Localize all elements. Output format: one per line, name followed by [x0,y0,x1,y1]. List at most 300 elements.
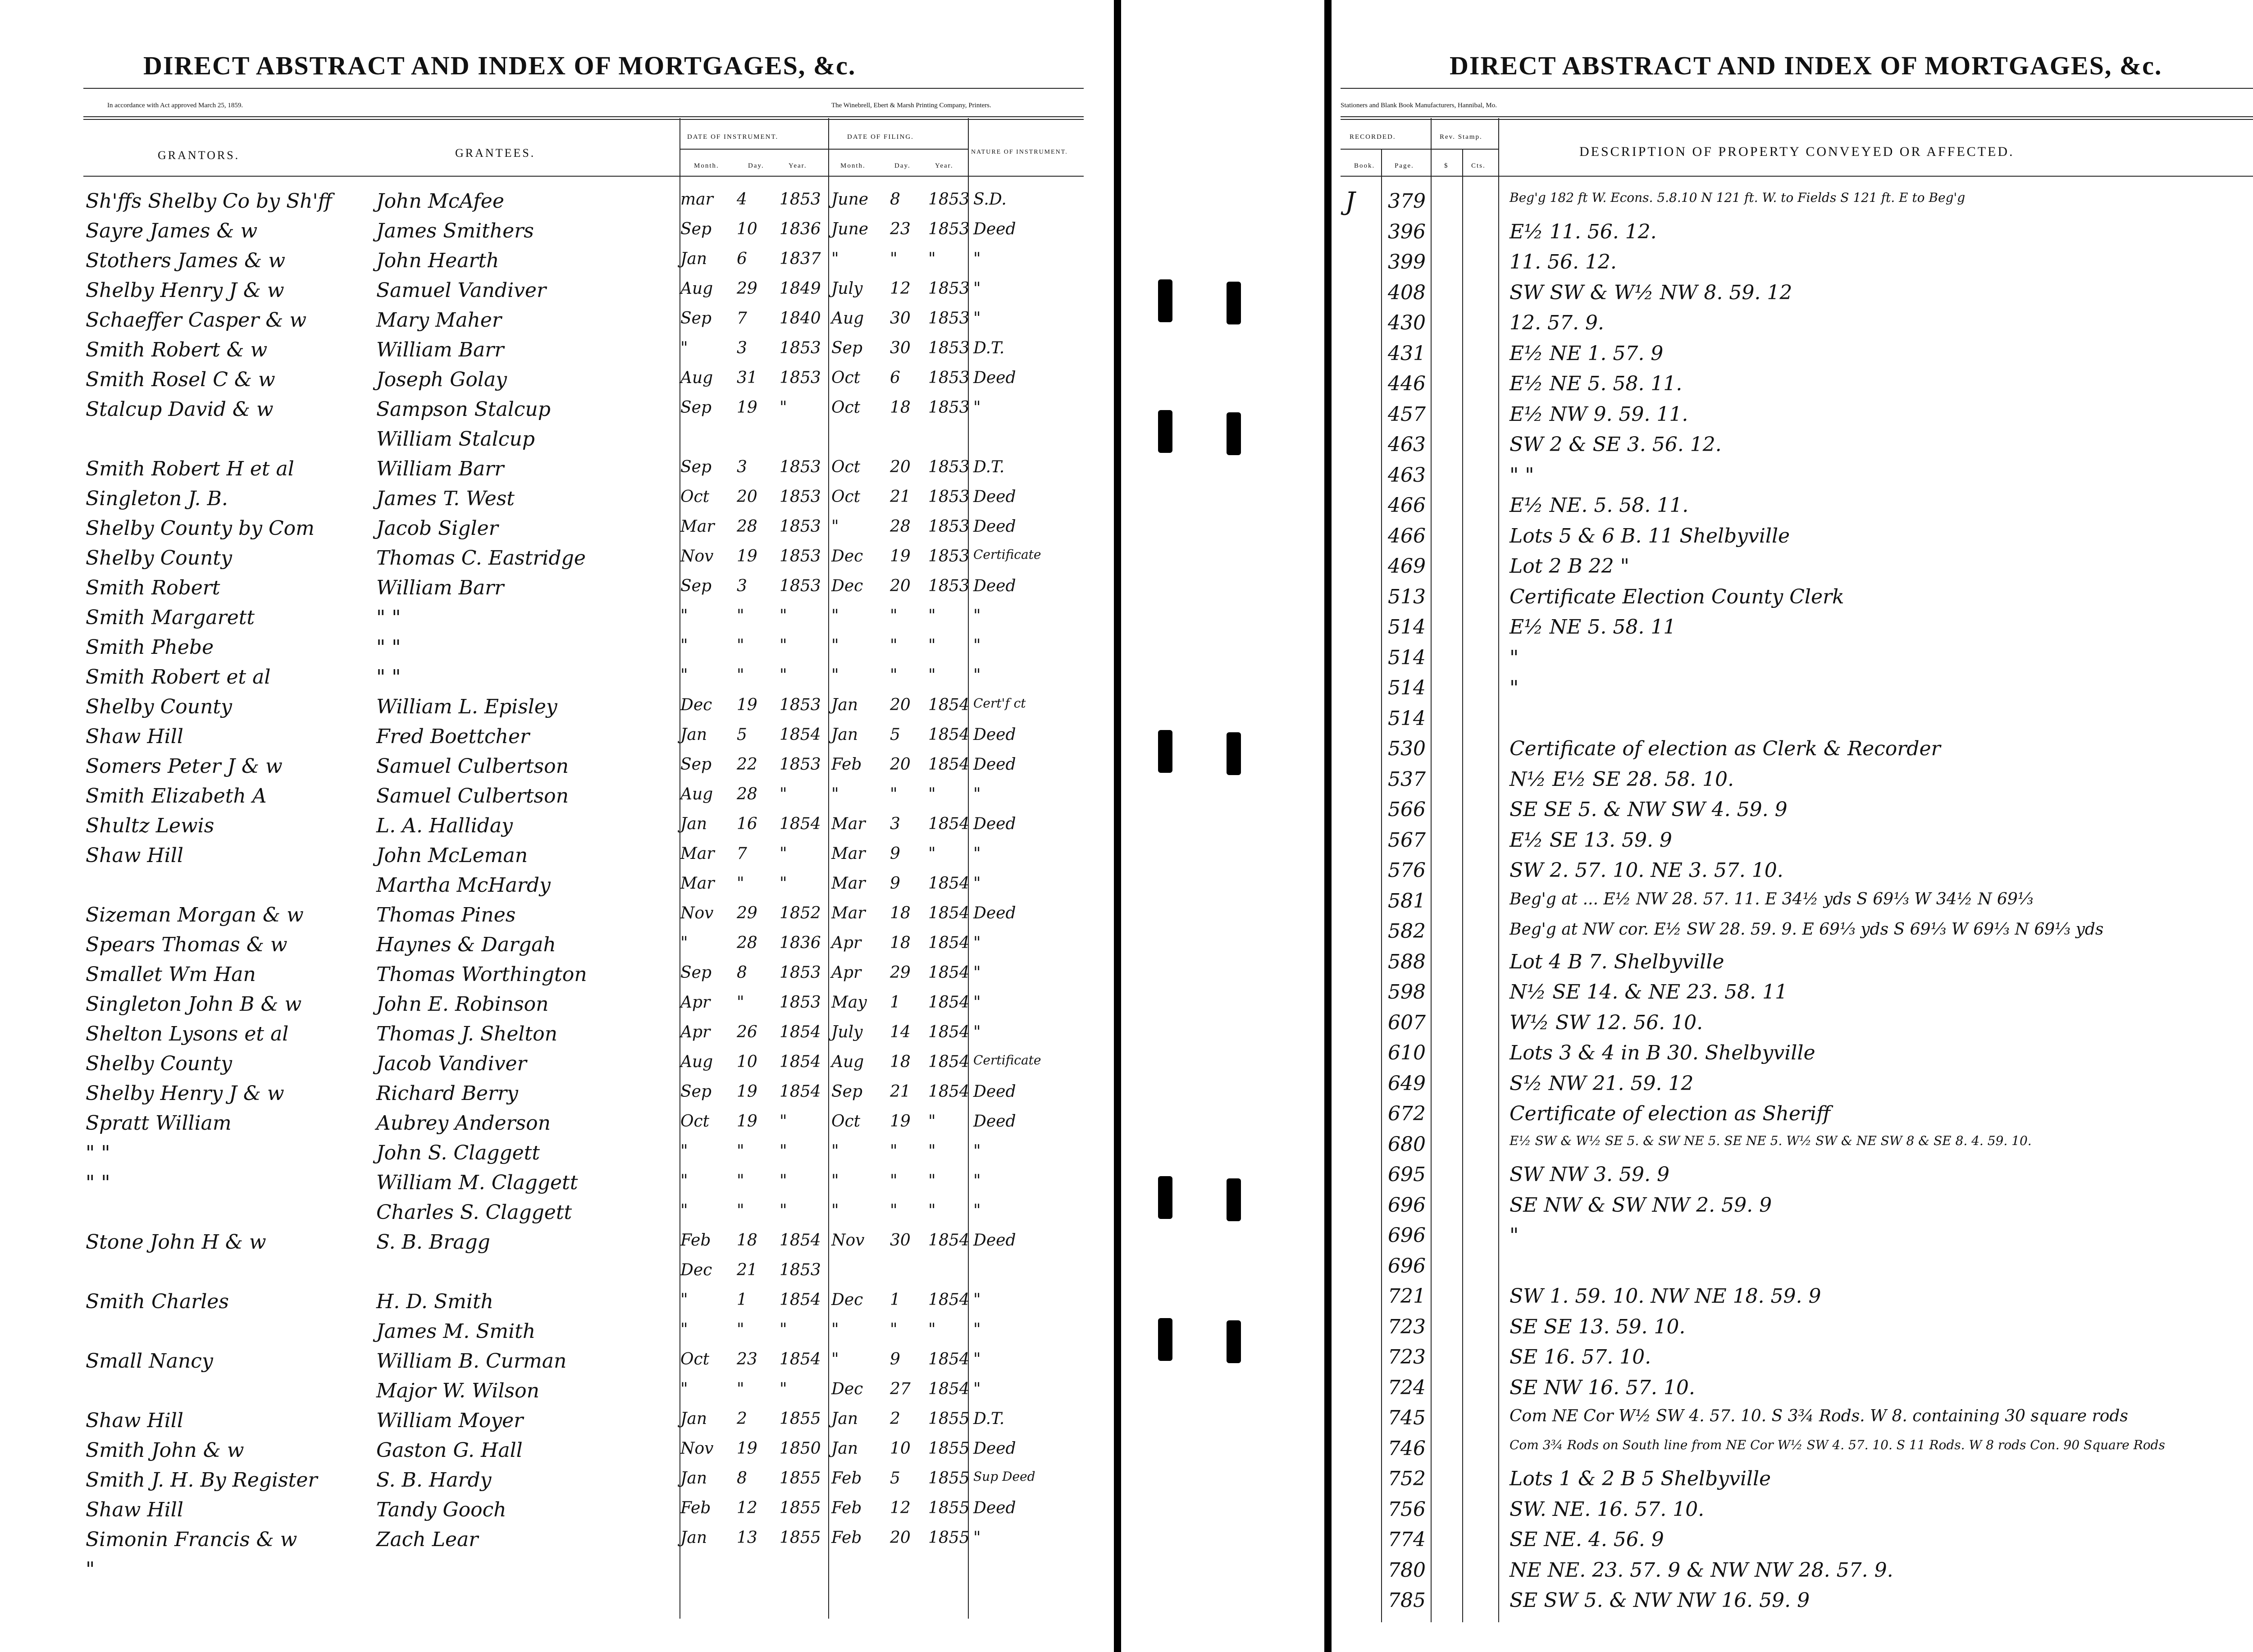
instrument-day-cell: 19 [737,696,757,714]
grantor-cell: Shelby Henry J & w [86,1082,284,1105]
instrument-month-cell: Oct [680,488,710,506]
filing-day-cell: " [890,1142,898,1160]
filing-year-cell: 1854 [928,1082,970,1101]
grantee-cell: John Hearth [376,249,499,272]
filing-month-cell: July [831,1023,863,1041]
instrument-day-cell: " [737,1380,744,1398]
filing-day-cell: 23 [890,220,911,238]
filing-month-cell: Jan [831,726,858,744]
filing-year-cell: " [928,1172,936,1190]
filing-month-cell: Feb [831,755,862,774]
page-number-cell: 724 [1388,1376,1426,1399]
description-cell: SW NW 3. 59. 9 [1510,1163,1669,1186]
filing-year-cell: 1854 [928,1291,970,1309]
filing-month-cell: Mar [831,904,866,922]
filing-day-cell: 30 [890,309,911,328]
filing-month-cell: Mar [831,815,866,833]
instrument-day-cell: 19 [737,398,757,417]
nature-cell: Deed [973,904,1016,922]
instrument-year-cell: 1850 [780,1439,821,1458]
filing-month-cell: " [831,250,839,268]
description-cell: SE SW 5. & NW NW 16. 59. 9 [1510,1589,1810,1612]
description-cell: Lots 5 & 6 B. 11 Shelbyville [1510,524,1790,548]
description-cell: Lot 2 B 22 " [1510,555,1629,578]
instrument-month-cell: Feb [680,1231,711,1250]
instrument-month-cell: Sep [680,309,712,328]
instrument-month-cell: Sep [680,398,712,417]
page-number-cell: 514 [1388,646,1426,669]
filing-year-cell: 1854 [928,993,970,1012]
title-rule-right [1341,88,2253,89]
instrument-year-cell: " [780,1201,787,1220]
page-number-cell: 514 [1388,707,1426,730]
grantee-cell: Major W. Wilson [376,1379,539,1402]
nature-cell: " [973,1172,981,1190]
grantor-cell: Smith Phebe [86,636,214,659]
page-number-cell: 463 [1388,433,1426,456]
instrument-year-cell: 1837 [780,250,821,268]
instrument-month-cell: Jan [680,250,707,268]
instrument-month-cell: Dec [680,696,712,714]
grantee-cell: Charles S. Claggett [376,1201,572,1224]
instrument-month-cell: Sep [680,220,712,238]
filing-year-cell: " [928,844,936,863]
grantee-cell: William Barr [376,338,504,361]
grantor-cell: Schaeffer Casper & w [86,309,307,332]
grantor-cell: Sh'ffs Shelby Co by Sh'ff [86,190,332,213]
printer-note: The Winebrell, Ebert & Marsh Printing Company, Printers. [831,102,991,109]
filing-year-cell: 1853 [928,279,970,298]
instrument-day-cell: 28 [737,517,757,536]
description-cell: Beg'g 182 ft W. Econs. 5.8.10 N 121 ft. W. to Fields S 121 ft. E to Beg'g [1510,190,1966,205]
filing-year-cell: 1854 [928,726,970,744]
instrument-day-cell: 2 [737,1410,747,1428]
instrument-day-cell: 26 [737,1023,757,1041]
left-page-edge [1114,0,1121,1652]
page-number-cell: 598 [1388,981,1426,1004]
filing-column-rule [828,118,829,1619]
page-number-cell: 695 [1388,1163,1426,1186]
instrument-day-cell: 8 [737,1469,747,1488]
filing-day-cell: 12 [890,1499,911,1517]
instrument-year-cell: " [780,844,787,863]
grantee-cell: Samuel Culbertson [376,755,569,778]
binding-hole-mark [1227,732,1241,775]
instrument-day-cell: " [737,1142,744,1160]
page-number-cell: 581 [1388,889,1426,913]
binding-hole-mark [1158,1176,1172,1219]
description-cell: Certificate of election as Clerk & Recorder [1510,737,1941,760]
instrument-year-cell: 1853 [780,696,821,714]
filing-year-cell: 1854 [928,963,970,982]
nature-header: NATURE OF INSTRUMENT. [971,149,1068,155]
nature-cell: D.T. [973,1410,1005,1428]
filing-day-cell: 14 [890,1023,911,1041]
grantee-cell: William Moyer [376,1409,524,1432]
filing-day-cell: " [890,1172,898,1190]
description-cell: E½ NE 1. 57. 9 [1510,342,1664,365]
description-cell: Beg'g at ... E½ NW 28. 57. 11. E 34½ yds S 69⅓ W 34½ N 69⅓ [1510,890,2034,908]
instrument-year-cell: " [780,1380,787,1398]
filing-month-cell: Oct [831,1112,861,1131]
page-number-cell: 680 [1388,1132,1426,1156]
month-header-2: Month. [840,162,866,169]
instrument-month-cell: " [680,1142,688,1160]
instrument-year-cell: " [780,666,787,685]
grantee-cell: William Barr [376,576,504,599]
filing-year-cell: " [928,607,936,625]
filing-day-cell: 9 [890,1350,900,1369]
rev-stamp-header: Rev. Stamp. [1440,133,1482,141]
instrument-year-cell: " [780,1320,787,1339]
filing-day-cell: " [890,785,898,803]
grantor-cell: Stone John H & w [86,1231,266,1254]
instrument-month-cell: Jan [680,1529,707,1547]
filing-year-cell: 1855 [928,1529,970,1547]
description-cell: SW 2 & SE 3. 56. 12. [1510,433,1722,456]
nature-cell: Deed [973,815,1016,833]
instrument-month-cell: Oct [680,1350,710,1369]
filing-year-cell: 1853 [928,369,970,387]
nature-cell: " [973,963,981,982]
page-number-cell: 756 [1388,1497,1426,1521]
instrument-year-cell: 1853 [780,963,821,982]
page-number-cell: 582 [1388,920,1426,943]
book-column-rule [1381,149,1382,1622]
filing-month-cell: June [831,220,869,238]
grantee-cell: John McLeman [376,844,528,867]
nature-cell: D.T. [973,339,1005,357]
filing-day-cell: 20 [890,577,911,595]
description-cell: SE 16. 57. 10. [1510,1346,1651,1369]
instrument-day-cell: " [737,636,744,655]
filing-year-cell: 1855 [928,1469,970,1488]
page-number-cell: 696 [1388,1254,1426,1278]
description-cell: SE NW 16. 57. 10. [1510,1376,1695,1399]
instrument-day-cell: 23 [737,1350,757,1369]
binding-hole-mark [1227,412,1241,455]
page-number-cell: 513 [1388,585,1426,608]
filing-day-cell: 6 [890,369,900,387]
filing-day-cell: " [890,607,898,625]
grantee-cell: Richard Berry [376,1082,518,1105]
filing-month-cell: Feb [831,1499,862,1517]
nature-cell: Deed [973,726,1016,744]
filing-month-cell: Oct [831,488,861,506]
description-cell: Lots 1 & 2 B 5 Shelbyville [1510,1467,1771,1490]
grantor-cell: Stalcup David & w [86,398,274,421]
grantor-cell: Smith Robert et al [86,666,271,689]
nature-cell: Deed [973,488,1016,506]
header-top-rule-2 [83,119,1084,120]
page-number-cell: 466 [1388,524,1426,548]
grantor-cell: Smith Robert [86,576,220,599]
description-cell: SE NW & SW NW 2. 59. 9 [1510,1193,1772,1217]
grantor-cell: Somers Peter J & w [86,755,283,778]
filing-day-cell: 30 [890,1231,911,1250]
description-cell: 11. 56. 12. [1510,251,1617,274]
instrument-day-cell: 7 [737,844,747,863]
grantor-cell: Smith Margarett [86,606,255,629]
description-header: DESCRIPTION OF PROPERTY CONVEYED OR AFFECTED. [1579,144,2015,159]
instrument-month-cell: Sep [680,963,712,982]
page-number-cell: 537 [1388,767,1426,791]
nature-cell: S.D. [973,190,1007,209]
filing-year-cell: " [928,1320,936,1339]
filing-year-cell: 1854 [928,1023,970,1041]
filing-month-cell: Jan [831,1439,858,1458]
page-number-cell: 721 [1388,1285,1426,1308]
page-number-cell: 576 [1388,859,1426,882]
nature-cell: Deed [973,1439,1016,1458]
instrument-month-cell: " [680,1320,688,1339]
nature-cell: " [973,993,981,1012]
description-cell: N½ E½ SE 28. 58. 10. [1510,767,1734,791]
instrument-year-cell: " [780,1172,787,1190]
instrument-year-cell: " [780,636,787,655]
grantor-cell: " " [86,1171,110,1194]
recorded-subheader-rule [1341,149,1498,150]
right-page-title: DIRECT ABSTRACT AND INDEX OF MORTGAGES, &c. [1450,51,2162,80]
book-header: Book. [1354,162,1375,169]
nature-cell: " [973,1320,981,1339]
instrument-year-cell: 1854 [780,815,821,833]
instrument-day-cell: " [737,1320,744,1339]
date-subheader-rule [680,149,968,150]
page-number-cell: 785 [1388,1589,1426,1612]
filing-day-cell: 18 [890,934,911,952]
instrument-day-cell: 31 [737,369,757,387]
description-cell: " [1510,1224,1519,1247]
filing-month-cell: Apr [831,934,862,952]
page-number-cell: 514 [1388,616,1426,639]
filing-year-cell: 1854 [928,904,970,922]
instrument-year-cell: 1853 [780,755,821,774]
filing-day-cell: 8 [890,190,900,209]
filing-month-cell: Mar [831,844,866,863]
grantee-cell: Samuel Vandiver [376,279,547,302]
filing-month-cell: Dec [831,547,863,566]
page-number-cell: 649 [1388,1072,1426,1095]
instrument-month-cell: Aug [680,369,713,387]
nature-cell: Deed [973,755,1016,774]
nature-cell: " [973,844,981,863]
year-header: Year. [789,162,807,169]
instrument-day-cell: 28 [737,934,757,952]
filing-year-cell: " [928,1142,936,1160]
filing-day-cell: 9 [890,874,900,893]
page-number-cell: 457 [1388,402,1426,426]
description-cell: S½ NW 21. 59. 12 [1510,1072,1694,1095]
instrument-year-cell: 1855 [780,1469,821,1488]
page-number-cell: 607 [1388,1011,1426,1034]
filing-year-cell: " [928,666,936,685]
filing-day-cell: 5 [890,726,900,744]
grantor-cell: " " [86,1141,110,1164]
filing-year-cell: 1853 [928,517,970,536]
grantee-cell: Gaston G. Hall [376,1439,523,1462]
filing-year-cell: 1853 [928,547,970,566]
grantee-cell: James M. Smith [376,1320,536,1343]
filing-month-cell: " [831,1201,839,1220]
grantee-cell: Fred Boettcher [376,725,530,748]
grantee-cell: Haynes & Dargah [376,933,556,956]
instrument-day-cell: " [737,993,744,1012]
instrument-day-cell: 29 [737,904,757,922]
page-number-cell: 446 [1388,372,1426,395]
instrument-month-cell: Oct [680,1112,710,1131]
grantor-cell: Spratt William [86,1112,232,1135]
nature-cell: D.T. [973,458,1005,476]
grantee-cell: William Barr [376,457,504,480]
filing-day-cell: 21 [890,488,911,506]
grantor-cell: Shelton Lysons et al [86,1022,289,1045]
description-cell: NE NE. 23. 57. 9 & NW NW 28. 57. 9. [1510,1558,1893,1582]
nature-cell: " [973,1201,981,1220]
filing-day-cell: 20 [890,458,911,476]
page-number-cell: 463 [1388,463,1426,487]
instrument-day-cell: 3 [737,458,747,476]
instrument-year-cell: 1840 [780,309,821,328]
nature-cell: Cert'f ct [973,696,1026,711]
instrument-year-cell: " [780,398,787,417]
binding-hole-mark [1227,282,1241,324]
description-cell: " [1510,646,1519,669]
grantee-cell: H. D. Smith [376,1290,493,1313]
instrument-month-cell: Jan [680,1469,707,1488]
filing-day-cell: " [890,1201,898,1220]
left-ledger-page [0,0,1114,1652]
dollars-column-rule [1462,149,1463,1622]
filing-month-cell: " [831,666,839,685]
description-cell: E½ NE. 5. 58. 11. [1510,494,1689,517]
instrument-month-cell: Mar [680,874,715,893]
page-number-cell: 696 [1388,1224,1426,1247]
instrument-year-cell: 1854 [780,1023,821,1041]
filing-month-cell: " [831,1142,839,1160]
filing-year-cell: 1854 [928,1380,970,1398]
filing-year-cell: 1853 [928,577,970,595]
filing-month-cell: Jan [831,696,858,714]
instrument-month-cell: " [680,1201,688,1220]
grantee-cell: James Smithers [376,219,534,242]
instrument-day-cell: 1 [737,1291,747,1309]
description-cell: E½ SW & W½ SE 5. & SW NE 5. SE NE 5. W½ SW & NE SW 8 & SE 8. 4. 59. 10. [1510,1133,2032,1148]
description-cell: Com 3¾ Rods on South line from NE Cor W½ SW 4. 57. 10. S 11 Rods. W 8 rods Con. 90 Square Rods [1510,1437,2165,1452]
dollars-header: $ [1444,162,1449,169]
nature-cell: Deed [973,1231,1016,1250]
instrument-day-cell: 7 [737,309,747,328]
grantor-cell: Shaw Hill [86,1498,183,1521]
filing-year-cell: 1855 [928,1439,970,1458]
filing-year-cell: 1853 [928,339,970,357]
book-letter: J [1345,187,1355,216]
filing-day-cell: 21 [890,1082,911,1101]
filing-month-cell: Oct [831,398,861,417]
instrument-day-cell: 12 [737,1499,757,1517]
grantee-cell: Aubrey Anderson [376,1112,551,1135]
instrument-year-cell: 1853 [780,517,821,536]
page-header: Page. [1395,162,1414,169]
filing-day-cell: 2 [890,1410,900,1428]
filing-year-cell: 1853 [928,488,970,506]
filing-month-cell: " [831,636,839,655]
instrument-month-cell: mar [680,190,713,209]
instrument-day-cell: " [737,607,744,625]
grantee-cell: Martha McHardy [376,874,551,897]
instrument-year-cell: 1852 [780,904,821,922]
instrument-month-cell: Nov [680,1439,714,1458]
instrument-year-cell: " [780,1142,787,1160]
filing-day-cell: 27 [890,1380,911,1398]
instrument-month-cell: " [680,1380,688,1398]
filing-month-cell: Nov [831,1231,865,1250]
grantees-header: GRANTEES. [455,146,536,160]
page-number-cell: 588 [1388,950,1426,973]
nature-cell: Deed [973,220,1016,238]
instrument-year-cell: 1853 [780,339,821,357]
header-top-rule-right [1341,116,2253,117]
instrument-day-cell: 10 [737,1053,757,1071]
description-cell: Lot 4 B 7. Shelbyville [1510,950,1724,973]
nature-cell: Deed [973,1499,1016,1517]
grantor-cell: " [86,1558,95,1581]
grantor-cell: Shultz Lewis [86,814,214,837]
filing-month-cell: " [831,785,839,803]
page-number-cell: 752 [1388,1467,1426,1490]
filing-year-cell: 1853 [928,190,970,209]
description-cell: SW SW & W½ NW 8. 59. 12 [1510,281,1792,304]
instrument-day-cell: " [737,874,744,893]
grantor-cell: Sizeman Morgan & w [86,904,304,926]
instrument-year-cell: 1855 [780,1499,821,1517]
grantee-cell: Mary Maher [376,309,502,332]
instrument-day-cell: 10 [737,220,757,238]
binding-hole-mark [1227,1178,1241,1221]
filing-month-cell: Dec [831,1380,863,1398]
instrument-year-cell: 1853 [780,993,821,1012]
instrument-year-cell: 1853 [780,369,821,387]
description-cell: " [1510,676,1519,699]
grantor-cell: Smith Charles [86,1290,229,1313]
page-number-cell: 696 [1388,1193,1426,1217]
filing-day-cell: 1 [890,993,900,1012]
instrument-day-cell: 3 [737,577,747,595]
instrument-month-cell: Nov [680,904,714,922]
grantee-cell: S. B. Hardy [376,1469,492,1492]
filing-year-cell: 1853 [928,309,970,328]
grantor-cell: Smith Rosel C & w [86,368,275,391]
instrument-month-cell: " [680,636,688,655]
instrument-month-cell: Nov [680,547,714,566]
filing-year-cell: 1854 [928,874,970,893]
instrument-day-cell: 19 [737,1112,757,1131]
grantor-cell: Shelby County [86,547,232,570]
grantee-cell: William M. Claggett [376,1171,578,1194]
grantor-cell: Shelby County [86,1052,232,1075]
nature-cell: Deed [973,517,1016,536]
day-header: Day. [748,162,764,169]
instrument-year-cell: " [780,607,787,625]
filing-year-cell: 1854 [928,755,970,774]
cents-header: Cts. [1471,162,1486,169]
filing-month-cell: Dec [831,577,863,595]
filing-month-cell: July [831,279,863,298]
filing-month-cell: Oct [831,458,861,476]
instrument-year-cell: 1854 [780,1291,821,1309]
filing-day-cell: 18 [890,904,911,922]
instrument-month-cell: Sep [680,755,712,774]
